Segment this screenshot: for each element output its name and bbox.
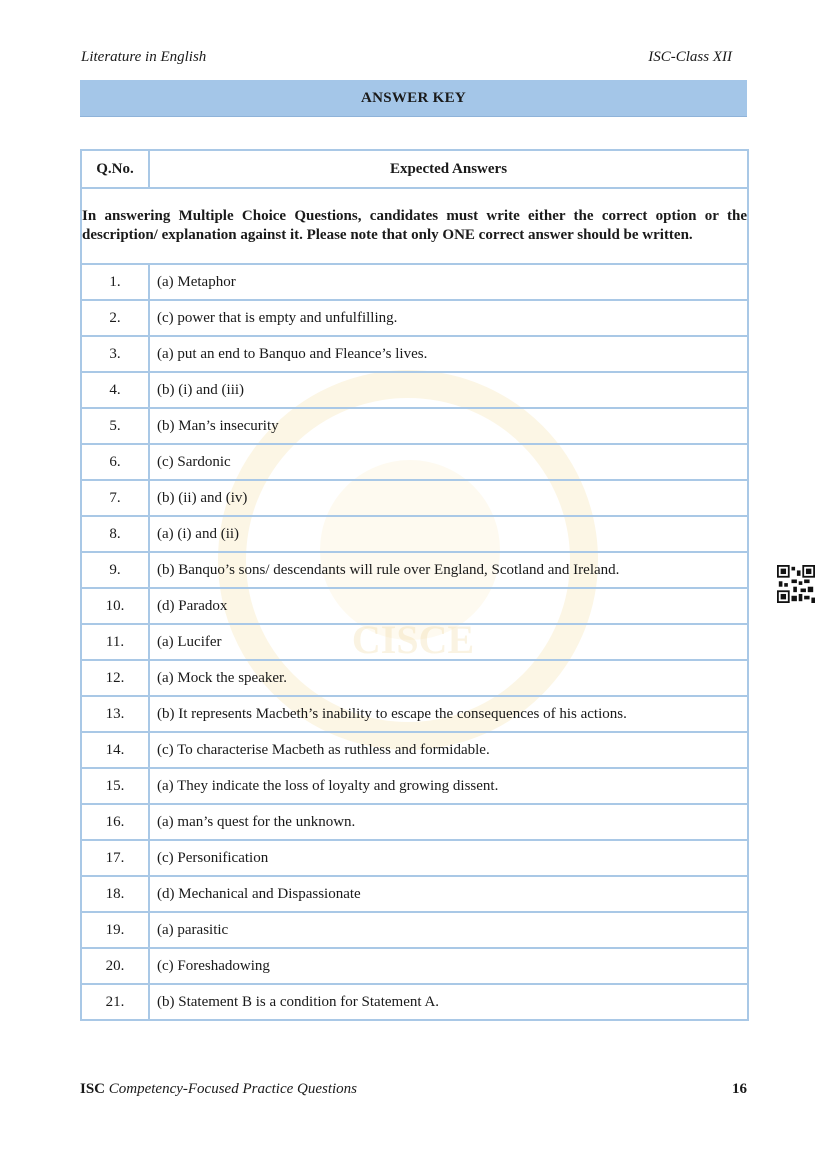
instruction-text: In answering Multiple Choice Questions, candidates must write either the correct option or the description/ explanation against it. Please note that only ONE correct answer should be written. [81, 188, 748, 264]
qr-code-icon [777, 565, 815, 603]
footer-brand: ISC [80, 1081, 106, 1097]
table-row [81, 300, 748, 336]
answer-text: (a) put an end to Banquo and Fleance’s lives. [149, 336, 748, 372]
table-row [81, 912, 748, 948]
table-row [81, 264, 748, 300]
table-row [81, 768, 748, 804]
question-number: 14. [81, 732, 149, 768]
header-class-label: ISC-Class XII [648, 49, 732, 65]
table-row [81, 516, 748, 552]
watermark-text: CISCE [351, 617, 475, 662]
table-row [81, 480, 748, 516]
table-row [81, 624, 748, 660]
answer-text: (b) It represents Macbeth’s inability to escape the consequences of his actions. [149, 696, 748, 732]
instruction-row [81, 188, 748, 264]
table-row [81, 732, 748, 768]
footer-title [80, 1081, 357, 1098]
header-subject: Literature in English [81, 49, 207, 65]
answer-text: (c) Sardonic [149, 444, 748, 480]
table-header-row [81, 150, 748, 188]
question-number: 6. [81, 444, 149, 480]
answer-text: (c) Personification [149, 840, 748, 876]
answer-text: (c) power that is empty and unfulfilling. [149, 300, 748, 336]
answer-text: (a) Lucifer [149, 624, 748, 660]
answer-text: (b) Statement B is a condition for Statement A. [149, 984, 748, 1020]
question-number: 16. [81, 804, 149, 840]
answer-text: (b) Banquo’s sons/ descendants will rule over England, Scotland and Ireland. [149, 552, 748, 588]
question-number: 10. [81, 588, 149, 624]
answer-text: (b) (i) and (iii) [149, 372, 748, 408]
question-number: 18. [81, 876, 149, 912]
page-number: 16 [732, 1081, 747, 1097]
question-number: 13. [81, 696, 149, 732]
answer-text: (d) Paradox [149, 588, 748, 624]
table-row [81, 804, 748, 840]
table-row [81, 408, 748, 444]
answer-text: (d) Mechanical and Dispassionate [149, 876, 748, 912]
answer-text: (a) parasitic [149, 912, 748, 948]
table-row [81, 372, 748, 408]
question-number: 17. [81, 840, 149, 876]
question-number: 20. [81, 948, 149, 984]
answer-text: (b) (ii) and (iv) [149, 480, 748, 516]
table-row [81, 588, 748, 624]
question-number: 5. [81, 408, 149, 444]
question-number: 8. [81, 516, 149, 552]
question-number: 19. [81, 912, 149, 948]
answer-text: (a) man’s quest for the unknown. [149, 804, 748, 840]
answer-text: (a) Mock the speaker. [149, 660, 748, 696]
answer-text: (a) Metaphor [149, 264, 748, 300]
question-number: 1. [81, 264, 149, 300]
question-number: 4. [81, 372, 149, 408]
question-number: 15. [81, 768, 149, 804]
answer-key-banner [80, 80, 747, 117]
answer-text: (c) Foreshadowing [149, 948, 748, 984]
banner-title: ANSWER KEY [360, 89, 467, 106]
column-header-answers: Expected Answers [149, 150, 748, 188]
table-row [81, 444, 748, 480]
table-row [81, 984, 748, 1020]
table-row [81, 840, 748, 876]
column-header-qno: Q.No. [81, 150, 149, 188]
question-number: 11. [81, 624, 149, 660]
question-number: 21. [81, 984, 149, 1020]
question-number: 2. [81, 300, 149, 336]
answer-table [80, 149, 749, 1021]
question-number: 9. [81, 552, 149, 588]
answer-text: (b) Man’s insecurity [149, 408, 748, 444]
table-row [81, 876, 748, 912]
answer-text: (c) To characterise Macbeth as ruthless and formidable. [149, 732, 748, 768]
table-row [81, 552, 748, 588]
table-row [81, 948, 748, 984]
footer-subtitle: Competency-Focused Practice Questions [108, 1081, 358, 1097]
answer-text: (a) They indicate the loss of loyalty and growing dissent. [149, 768, 748, 804]
table-row [81, 660, 748, 696]
answer-text: (a) (i) and (ii) [149, 516, 748, 552]
table-row [81, 336, 748, 372]
question-number: 12. [81, 660, 149, 696]
question-number: 7. [81, 480, 149, 516]
question-number: 3. [81, 336, 149, 372]
table-row [81, 696, 748, 732]
